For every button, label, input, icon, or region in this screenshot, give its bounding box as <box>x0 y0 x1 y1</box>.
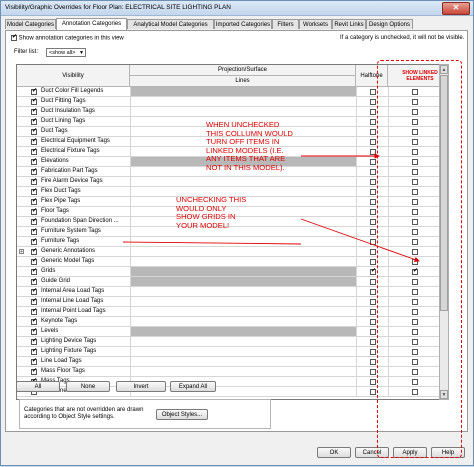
category-label: Internal Line Load Tags <box>41 298 104 304</box>
note-line-1: Categories that are not overridden are drawn <box>24 407 144 413</box>
close-icon[interactable]: ✕ <box>442 2 470 15</box>
linked-label-line-1: SHOW LINKED <box>402 70 438 76</box>
filter-label: Filter list: <box>14 49 38 55</box>
category-label: Internal Point Load Tags <box>41 308 106 314</box>
category-label: Levels <box>41 328 59 334</box>
window-title: Visibility/Graphic Overrides for Floor Plan: ELECTRICAL SITE LIGHTING PLAN <box>5 4 231 11</box>
annotation-arrows <box>1 1 474 467</box>
tab-imported-categories[interactable]: Imported Categories <box>214 19 272 29</box>
category-label: Duct Insulation Tags <box>41 108 95 114</box>
invert-button[interactable]: Invert <box>116 381 166 392</box>
category-label: Generic Model Tags <box>41 258 95 264</box>
category-label: Flex Pipe Tags <box>41 198 81 204</box>
category-label: Internal Area Load Tags <box>41 288 105 294</box>
cancel-button[interactable]: Cancel <box>355 447 389 458</box>
callout-line: UNCHECKING THIS <box>176 195 247 204</box>
col-header-halftone[interactable]: Halftone <box>356 65 388 87</box>
callout-line: LINKED MODELS (I.E. <box>206 145 284 155</box>
chevron-down-icon: ▼ <box>79 50 84 56</box>
note-line-2: according to Object Style settings. <box>24 414 115 420</box>
category-label: Elevations <box>41 158 69 164</box>
callout-line: NOT IN THIS MODEL). <box>206 162 285 172</box>
tab-revit-links[interactable]: Revit Links <box>332 19 366 29</box>
category-label: Fire Alarm Device Tags <box>41 178 103 184</box>
col-header-projection: Projection/Surface <box>130 65 356 76</box>
tab-worksets[interactable]: Worksets <box>299 19 332 29</box>
category-label: Electrical Fixture Tags <box>41 148 100 154</box>
col-header-lines[interactable]: Lines <box>130 76 356 87</box>
tab-filters[interactable]: Filters <box>272 19 299 29</box>
tab-model-categories[interactable]: Model Categories <box>5 19 56 29</box>
expand-icon[interactable]: + <box>20 249 23 255</box>
scroll-down-icon[interactable]: ▼ <box>441 392 447 398</box>
category-label: Floor Tags <box>41 208 69 214</box>
category-label: Duct Color Fill Legends <box>41 88 104 94</box>
ok-button[interactable]: OK <box>317 447 351 458</box>
callout-line: ANY ITEMS THAT ARE <box>206 154 286 163</box>
linked-label-line-2: ELEMENTS <box>406 76 434 82</box>
category-label: Electrical Equipment Tags <box>41 138 110 144</box>
category-label: Lighting Fixture Tags <box>41 348 97 354</box>
help-button[interactable]: Help <box>431 447 465 458</box>
category-label: Guide Grid <box>41 278 71 284</box>
category-label: Mass Floor Tags <box>41 368 85 374</box>
none-button[interactable]: None <box>66 381 110 392</box>
tab-annotation-categories[interactable]: Annotation Categories <box>56 18 127 30</box>
apply-button[interactable]: Apply <box>393 447 427 458</box>
hint-text: If a category is unchecked, it will not be visible. <box>340 35 465 41</box>
callout-line: TURN OFF ITEMS IN <box>206 137 280 146</box>
callout-line: WHEN UNCHECKED <box>206 120 280 129</box>
callout-line: YOUR MODEL! <box>176 220 230 230</box>
category-label: Grids <box>41 268 56 274</box>
show-annotations-label: Show annotation categories in this view <box>18 35 124 42</box>
category-label: Fabrication Part Tags <box>41 168 98 174</box>
category-label: Flex Duct Tags <box>41 188 81 194</box>
category-label: Duct Lining Tags <box>41 118 86 124</box>
arrow-generic-annotations <box>123 242 301 244</box>
filter-select-value: <show all> <box>49 50 76 56</box>
arrow-to-grids <box>301 219 419 261</box>
category-label: Lighting Device Tags <box>41 338 97 344</box>
category-label: Furniture Tags <box>41 238 80 244</box>
category-label: Keynote Tags <box>41 318 78 324</box>
callout-line: WOULD ONLY <box>176 203 227 213</box>
object-styles-button[interactable]: Object Styles... <box>156 409 208 420</box>
category-label: Duct Fitting Tags <box>41 98 86 104</box>
tab-analytical-model-categories[interactable]: Analytical Model Categories <box>127 19 214 29</box>
expand-all-button[interactable]: Expand All <box>170 381 216 392</box>
callout-line: SHOW GRIDS IN <box>176 212 236 221</box>
category-label: Foundation Span Direction ... <box>41 218 119 224</box>
category-label: Generic Annotations <box>41 248 96 254</box>
category-label: Line Load Tags <box>41 358 82 364</box>
scroll-up-icon[interactable]: ▲ <box>441 67 447 73</box>
col-header-visibility[interactable]: Visibility <box>17 65 130 87</box>
category-label: Furniture System Tags <box>41 228 101 234</box>
category-label: Duct Tags <box>41 128 68 134</box>
tab-design-options[interactable]: Design Options <box>366 19 413 29</box>
callout-line: THIS COLLUMN WOULD <box>206 128 293 138</box>
category-label: Tags <box>56 378 70 384</box>
all-button[interactable]: All <box>16 381 60 392</box>
